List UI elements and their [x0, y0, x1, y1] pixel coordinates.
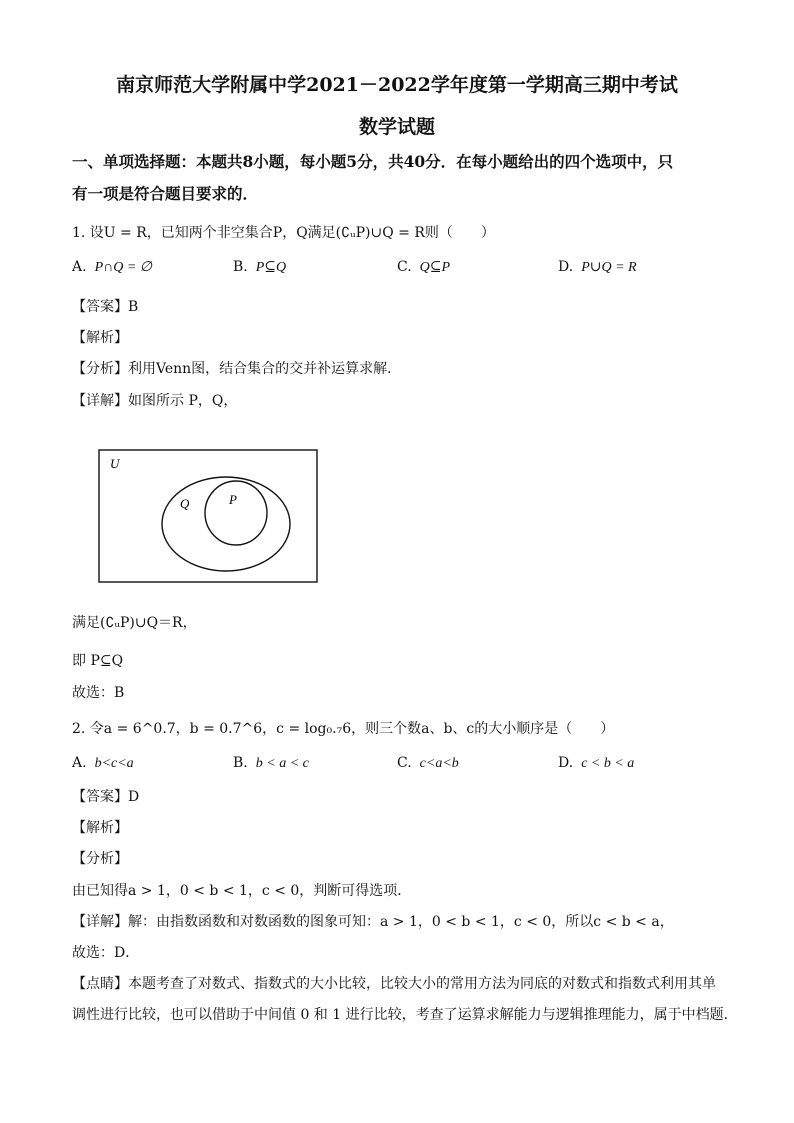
- q1-option-d: [558, 259, 637, 276]
- venn-label-p: P: [229, 492, 237, 507]
- q1-jiexi: 【解析】: [72, 330, 128, 346]
- q2-conclusion: 故选：D．: [72, 945, 140, 961]
- q2-option-b: [233, 755, 309, 772]
- q2-answer: 【答案】D: [72, 789, 140, 805]
- q1-xiangjie: 【详解】如图所示 P，Q，: [72, 393, 238, 409]
- q1-fenxi: 【分析】利用Venn图，结合集合的交并补运算求解．: [72, 361, 402, 377]
- venn-label-u: U: [110, 456, 120, 471]
- option-letter: D.: [558, 259, 574, 275]
- q2-fenxi-text: 由已知得a > 1，0 < b < 1，c < 0，判断可得选项．: [72, 883, 412, 899]
- q2-option-c: [397, 755, 459, 772]
- option-letter: B.: [233, 259, 248, 275]
- q1-after-line1: 满足(∁ᵤP)∪Q＝R，: [72, 615, 197, 631]
- q2-stem: 2. 令a = 6^0.7，b = 0.7^6，c = log₀.₇6，则三个数a、b、c的大小顺序是（ ）: [72, 721, 615, 737]
- q1-after-line2: 即 P⊆Q: [72, 653, 124, 669]
- q1-option-a: [72, 259, 152, 276]
- section-heading-line2: 有一项是符合题目要求的．: [72, 184, 259, 203]
- q2-option-a: [72, 755, 134, 772]
- option-letter: C.: [397, 755, 412, 771]
- option-text: c<a<b: [419, 756, 459, 771]
- option-letter: A.: [72, 259, 87, 275]
- option-text: P∪Q = R: [581, 260, 637, 275]
- section-heading-line1: 一、单项选择题：本题共8小题，每小题5分，共40分．在每小题给出的四个选项中，只: [72, 152, 674, 171]
- venn-diagram: [98, 449, 320, 585]
- option-text: c < b < a: [581, 756, 635, 771]
- venn-label-q: Q: [180, 496, 190, 511]
- set-p-circle: [205, 481, 267, 545]
- option-text: b<c<a: [94, 756, 134, 771]
- universal-set-box: [99, 450, 317, 582]
- exam-subtitle: 数学试题: [358, 116, 435, 138]
- q2-jiexi: 【解析】: [72, 820, 128, 836]
- q2-fenxi: 【分析】: [72, 851, 128, 867]
- option-text: b < a < c: [255, 756, 309, 771]
- q1-answer: 【答案】B: [72, 299, 139, 315]
- option-text: P⊆Q: [255, 260, 287, 275]
- q1-stem: 1. 设U = R，已知两个非空集合P，Q满足(∁ᵤP)∪Q = R则（ ）: [72, 225, 495, 241]
- option-letter: A.: [72, 755, 87, 771]
- set-q-ellipse: [162, 477, 290, 571]
- q2-xiangjie: 【详解】解：由指数函数和对数函数的图象可知：a > 1，0 < b < 1，c < 0，所以c < b < a，: [72, 914, 674, 930]
- option-text: Q⊆P: [419, 260, 451, 275]
- q2-option-d: [558, 755, 634, 772]
- q2-dianjing-line2: 调性进行比较，也可以借助于中间值 0 和 1 进行比较，考查了运算求解能力与逻辑推理能力，属于中档题．: [72, 1007, 738, 1023]
- q1-conclusion: 故选：B: [72, 685, 125, 701]
- q1-option-b: [233, 259, 286, 276]
- option-text: P∩Q = ∅: [94, 260, 152, 275]
- option-letter: B.: [233, 755, 248, 771]
- option-letter: C.: [397, 259, 412, 275]
- option-letter: D.: [558, 755, 574, 771]
- exam-title: 南京师范大学附属中学2021－2022学年度第一学期高三期中考试: [116, 74, 678, 96]
- q2-dianjing-line1: 【点睛】本题考查了对数式、指数式的大小比较，比较大小的常用方法为同底的对数式和指数式利用其单: [72, 976, 716, 992]
- q1-option-c: [397, 259, 450, 276]
